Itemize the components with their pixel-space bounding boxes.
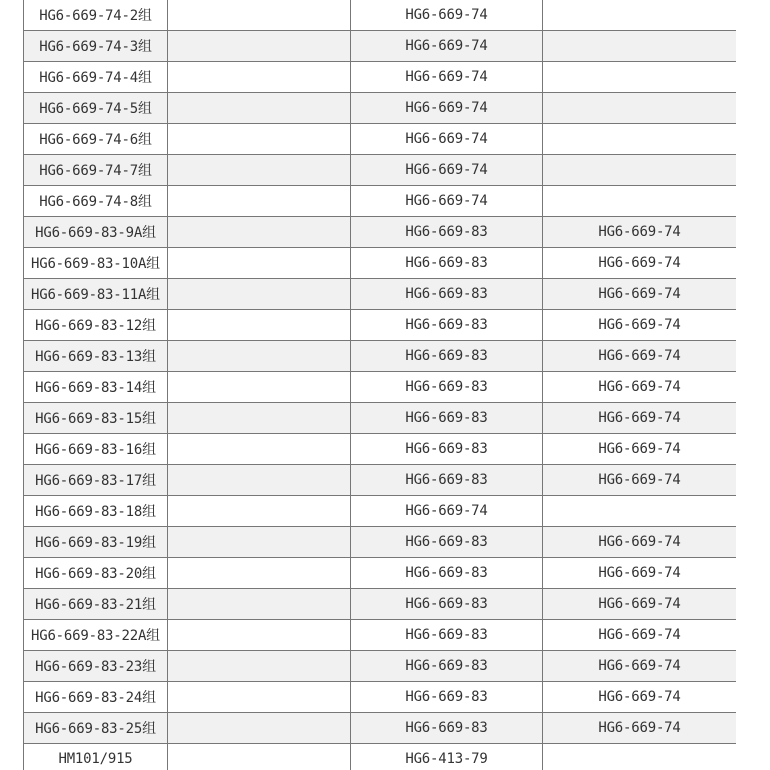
standard-cell: HG6-669-74 [351,62,543,93]
model-cell: HG6-669-74-5组 [24,93,168,124]
table-row [24,155,737,186]
model-standard-table [23,0,736,770]
model-cell: HG6-669-83-17组 [24,465,168,496]
empty-cell [168,527,351,558]
standard-cell: HG6-669-83 [351,310,543,341]
model-cell: HG6-669-83-25组 [24,713,168,744]
model-cell: HG6-669-83-19组 [24,527,168,558]
standard-cell: HG6-669-74 [351,496,543,527]
standard-cell: HG6-669-83 [351,527,543,558]
model-cell: HG6-669-83-14组 [24,372,168,403]
table-row [24,372,737,403]
table-row [24,403,737,434]
model-cell: HM101/915 [24,744,168,770]
model-cell: HG6-669-83-11A组 [24,279,168,310]
model-cell: HG6-669-74-8组 [24,186,168,217]
empty-cell [168,217,351,248]
empty-cell [168,0,351,31]
empty-cell [168,713,351,744]
standard-cell: HG6-669-83 [351,248,543,279]
alt-standard-cell [543,0,737,31]
model-cell: HG6-669-83-15组 [24,403,168,434]
standard-cell: HG6-669-83 [351,558,543,589]
alt-standard-cell: HG6-669-74 [543,403,737,434]
alt-standard-cell: HG6-669-74 [543,651,737,682]
empty-cell [168,310,351,341]
table-row [24,496,737,527]
alt-standard-cell: HG6-669-74 [543,341,737,372]
alt-standard-cell: HG6-669-74 [543,527,737,558]
model-cell: HG6-669-83-12组 [24,310,168,341]
model-cell: HG6-669-83-13组 [24,341,168,372]
empty-cell [168,744,351,770]
table-row [24,217,737,248]
empty-cell [168,651,351,682]
empty-cell [168,341,351,372]
empty-cell [168,124,351,155]
empty-cell [168,31,351,62]
standard-cell: HG6-669-74 [351,31,543,62]
alt-standard-cell: HG6-669-74 [543,589,737,620]
model-cell: HG6-669-83-10A组 [24,248,168,279]
standard-cell: HG6-669-74 [351,155,543,186]
empty-cell [168,465,351,496]
standard-cell: HG6-669-83 [351,465,543,496]
alt-standard-cell: HG6-669-74 [543,310,737,341]
standard-cell: HG6-669-83 [351,589,543,620]
table-row [24,93,737,124]
empty-cell [168,62,351,93]
alt-standard-cell: HG6-669-74 [543,558,737,589]
table-row [24,31,737,62]
model-cell: HG6-669-83-16组 [24,434,168,465]
alt-standard-cell [543,93,737,124]
model-cell: HG6-669-83-21组 [24,589,168,620]
standard-cell: HG6-669-83 [351,372,543,403]
model-cell: HG6-669-83-9A组 [24,217,168,248]
table-row [24,465,737,496]
standard-cell: HG6-669-74 [351,124,543,155]
table-row [24,341,737,372]
table-row [24,558,737,589]
alt-standard-cell [543,62,737,93]
table-row [24,279,737,310]
alt-standard-cell [543,155,737,186]
alt-standard-cell: HG6-669-74 [543,620,737,651]
table-row [24,713,737,744]
empty-cell [168,372,351,403]
standard-cell: HG6-669-83 [351,434,543,465]
standard-cell: HG6-669-83 [351,341,543,372]
table-row [24,248,737,279]
table-container [23,0,736,770]
alt-standard-cell: HG6-669-74 [543,279,737,310]
empty-cell [168,496,351,527]
table-row [24,124,737,155]
alt-standard-cell [543,124,737,155]
standard-cell: HG6-669-83 [351,217,543,248]
standard-cell: HG6-669-74 [351,93,543,124]
alt-standard-cell: HG6-669-74 [543,682,737,713]
standard-cell: HG6-669-74 [351,0,543,31]
alt-standard-cell [543,186,737,217]
empty-cell [168,93,351,124]
standard-cell: HG6-669-83 [351,713,543,744]
alt-standard-cell: HG6-669-74 [543,713,737,744]
alt-standard-cell [543,744,737,770]
model-cell: HG6-669-74-6组 [24,124,168,155]
table-row [24,62,737,93]
model-cell: HG6-669-74-3组 [24,31,168,62]
standard-cell: HG6-669-74 [351,186,543,217]
empty-cell [168,558,351,589]
standard-cell: HG6-669-83 [351,682,543,713]
table-row [24,0,737,31]
table-row [24,186,737,217]
standard-cell: HG6-669-83 [351,620,543,651]
empty-cell [168,620,351,651]
model-cell: HG6-669-83-22A组 [24,620,168,651]
standard-cell: HG6-669-83 [351,651,543,682]
model-cell: HG6-669-83-20组 [24,558,168,589]
alt-standard-cell: HG6-669-74 [543,372,737,403]
table-row [24,434,737,465]
alt-standard-cell [543,31,737,62]
standard-cell: HG6-669-83 [351,403,543,434]
model-cell: HG6-669-74-2组 [24,0,168,31]
standard-cell: HG6-413-79 [351,744,543,770]
table-body [24,0,737,770]
alt-standard-cell: HG6-669-74 [543,217,737,248]
empty-cell [168,403,351,434]
model-cell: HG6-669-83-18组 [24,496,168,527]
alt-standard-cell [543,496,737,527]
empty-cell [168,434,351,465]
alt-standard-cell: HG6-669-74 [543,248,737,279]
alt-standard-cell: HG6-669-74 [543,465,737,496]
empty-cell [168,682,351,713]
model-cell: HG6-669-74-7组 [24,155,168,186]
table-row [24,744,737,770]
alt-standard-cell: HG6-669-74 [543,434,737,465]
table-row [24,620,737,651]
table-row [24,527,737,558]
table-row [24,589,737,620]
empty-cell [168,248,351,279]
model-cell: HG6-669-83-23组 [24,651,168,682]
empty-cell [168,589,351,620]
model-cell: HG6-669-74-4组 [24,62,168,93]
table-row [24,682,737,713]
table-row [24,310,737,341]
table-row [24,651,737,682]
empty-cell [168,186,351,217]
empty-cell [168,155,351,186]
empty-cell [168,279,351,310]
model-cell: HG6-669-83-24组 [24,682,168,713]
standard-cell: HG6-669-83 [351,279,543,310]
